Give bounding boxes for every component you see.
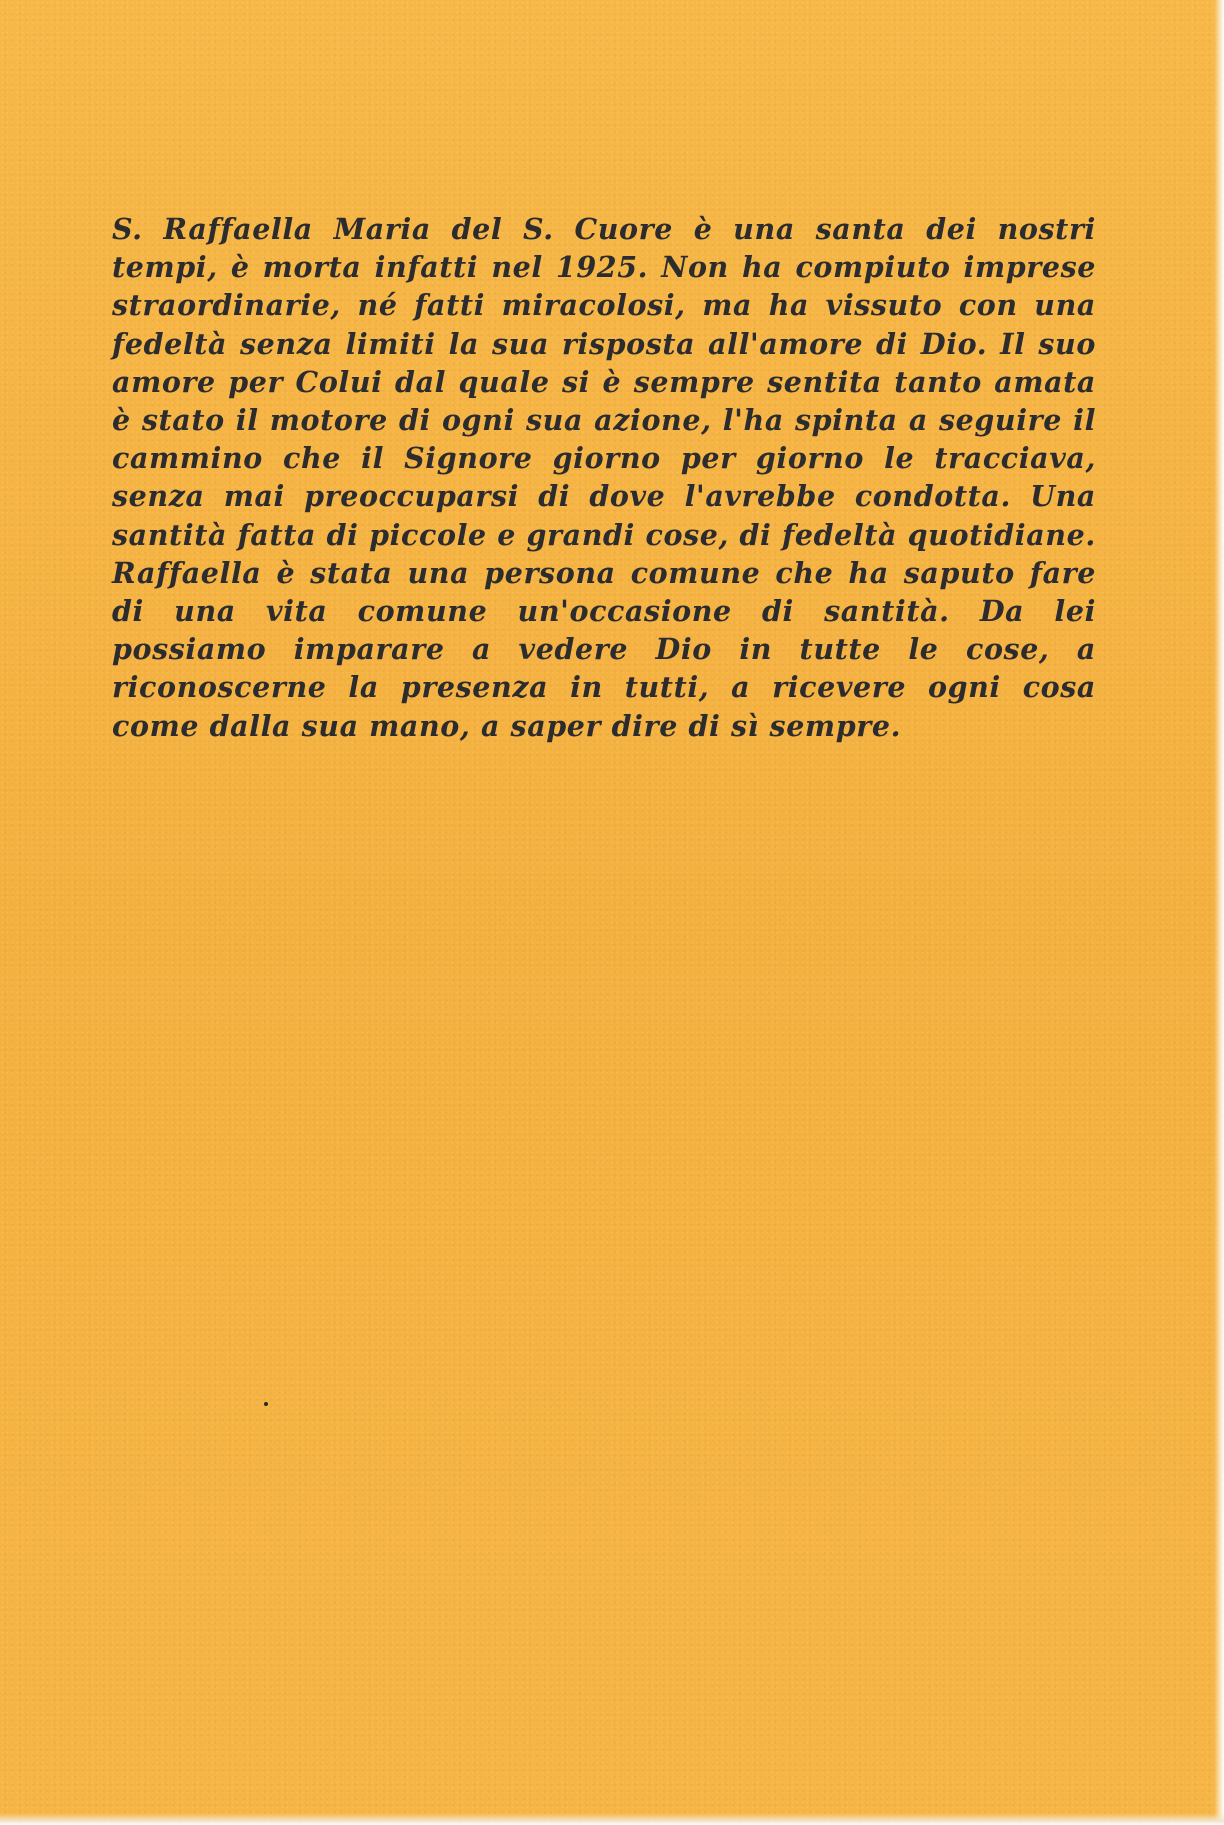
- blurb-paragraph-1: S. Raffaella Maria del S. Cuore è una santa dei nostri tempi, è morta infatti nel 1925. Non ha compiuto imprese straordinarie, né fatti miracolosi, ma ha vissuto con una fedeltà senza limiti la sua risposta all'amore di Dio. Il suo amore per Colui dal quale si è sempre sentita tanto amata è stato il motore di ogni sua azione, l'ha spinta a seguire il cammino che il Signore giorno per giorno le tracciava, senza mai preoccuparsi di dove l'avrebbe condotta. Una santità fatta di piccole e grandi cose, di fedeltà quotidiane.: [112, 212, 1096, 552]
- page-edge-bottom: [0, 1813, 1224, 1825]
- blurb-paragraph-2: Raffaella è stata una persona comune che ha saputo fare di una vita comune un'occasione di santità. Da lei possiamo imparare a vedere Dio in tutte le cose, a riconoscerne la presenza in tutti, a ricevere ogni cosa come dalla sua mano, a saper dire di sì sempre.: [112, 555, 1096, 743]
- paper-speck: [264, 1402, 268, 1406]
- page-edge-right: [1214, 0, 1224, 1825]
- cover-blurb: [112, 210, 1096, 745]
